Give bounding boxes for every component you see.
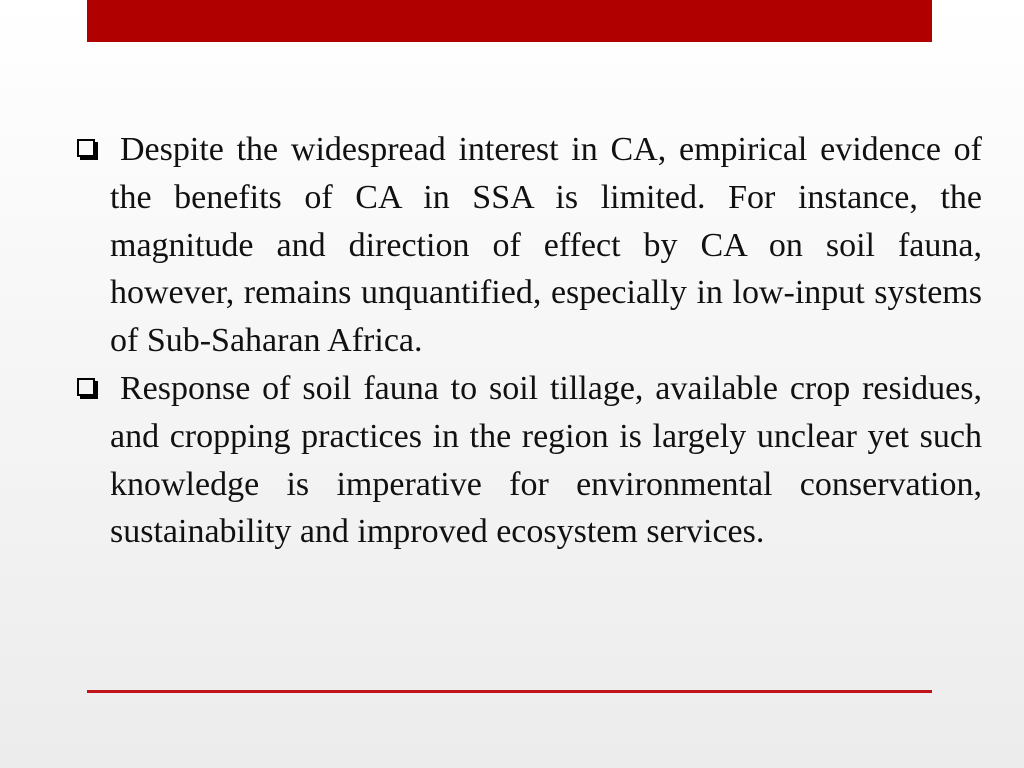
checkbox-square-icon [77,378,95,396]
bullet-text: Response of soil fauna to soil tillage, available crop residues, and cropping practices in the region is largely unclear yet such knowledge is imperative for environmental conservation, sustainability and improved ecosystem services. [110,369,982,551]
checkbox-square-icon [77,139,95,157]
bullet-item [74,365,982,556]
slide-body [74,126,982,556]
top-accent-bar [87,0,932,42]
bullet-text: Despite the widespread interest in CA, empirical evidence of the benefits of CA in SSA is limited. For instance, the magnitude and direction of effect by CA on soil fauna, however, remains unquantified, especially in low-input systems of Sub-Saharan Africa. [110,131,982,360]
bottom-divider-line [87,690,932,693]
bullet-item [74,126,982,365]
